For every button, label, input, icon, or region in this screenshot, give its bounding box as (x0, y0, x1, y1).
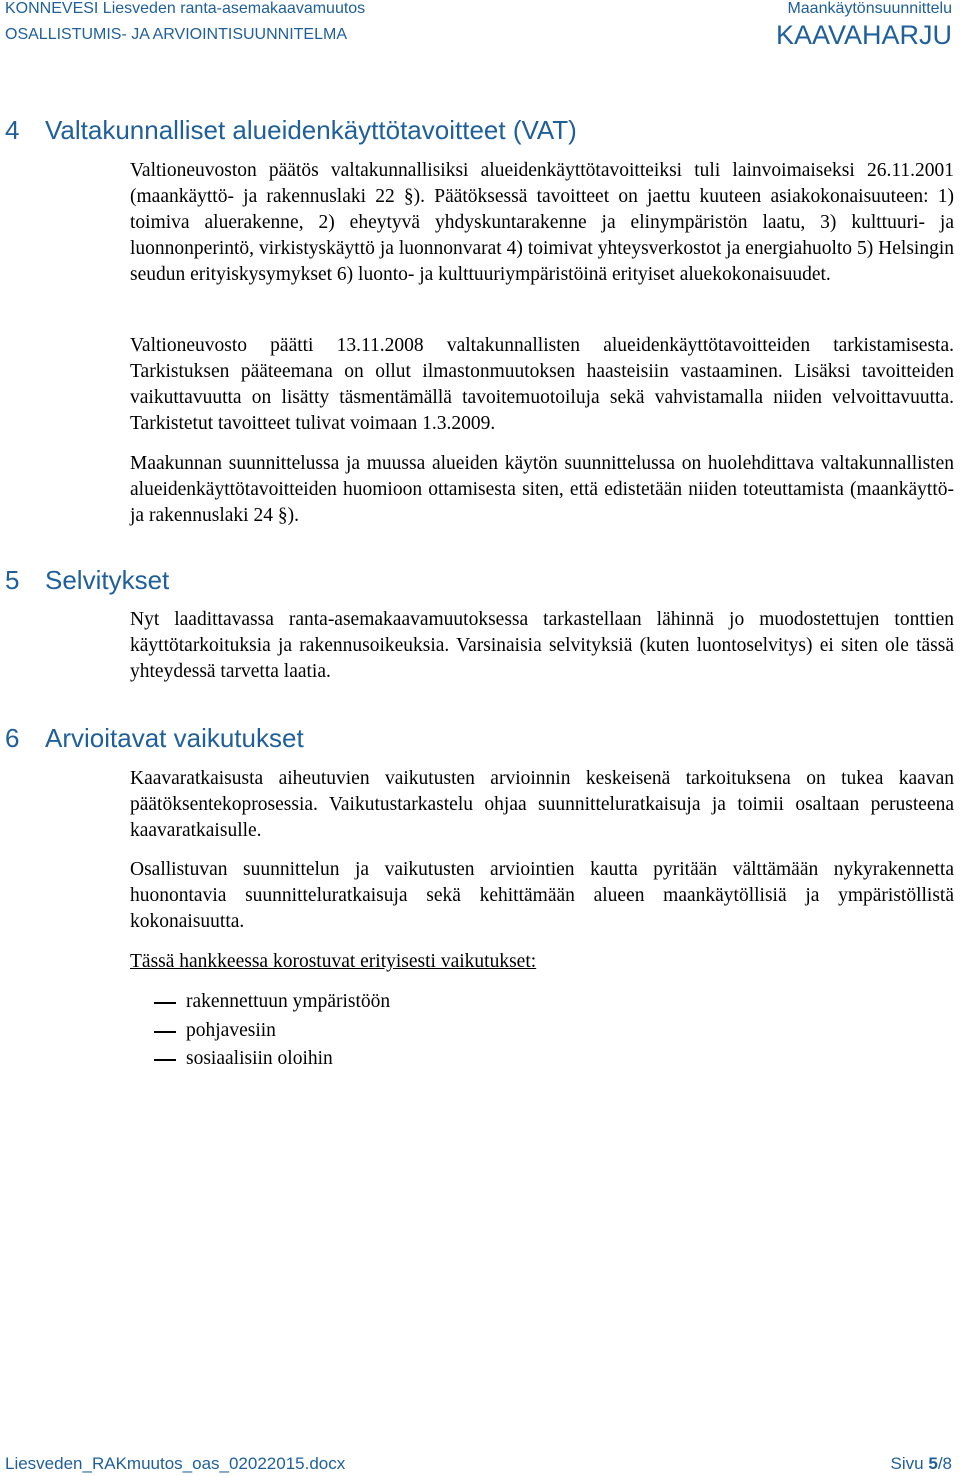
impacts-list (130, 988, 390, 1074)
section-4-paragraph-3: Maakunnan suunnittelussa ja muussa alueiden käytön suunnittelussa on huolehdittava valtakunnallisten alueidenkäyttötavoitteiden huomioon ottamisesta siten, että edistetään niiden toteuttamista (maankäyttö- ja rakennuslaki 24 §). (130, 453, 954, 526)
list-item (130, 1017, 390, 1046)
footer-page-current: 5 (928, 1454, 938, 1473)
section-4-number: 4 (5, 115, 20, 145)
header-company-department: Maankäytönsuunnittelu (787, 0, 952, 17)
dash-bullet-icon (154, 1002, 176, 1004)
dash-bullet-icon (154, 1031, 176, 1033)
section-4-paragraph-1: Valtioneuvoston päätös valtakunnallisiksi alueidenkäyttötavoitteiksi tuli lainvoimaiseksi 26.11.2001 (maankäyttö- ja rakennuslaki 22 §). Päätöksessä tavoitteet on jaettu kuuteen asiakokonaisuuteen: 1) toimiva aluerakenne, 2) eheytyvä yhdyskuntarakenne ja elinympäristön laatu, 3) kulttuuri- ja luonnonperintö, virkistyskäyttö ja luonnonvarat 4) toimivat yhteysverkostot ja energiahuolto 5) Helsingin seudun erityiskysymykset 6) luonto- ja kulttuuriympäristöinä erityiset aluekokonaisuudet. (130, 160, 954, 285)
section-4-paragraph-2: Valtioneuvosto päätti 13.11.2008 valtakunnallisten alueidenkäyttötavoitteiden tarkistamisesta. Tarkistuksen pääteemana on ollut ilmastonmuutoksen haasteisiin vastaaminen. Lisäksi tavoitteiden vaikuttavuutta on lisätty täsmentämällä tavoitemuotoiluja sekä vahvistamalla niiden velvoittavuutta. Tarkistetut tavoitteet tulivat voimaan 1.3.2009. (130, 335, 954, 434)
header-company-name: KAAVAHARJU (775, 20, 952, 50)
footer-page-number (891, 1454, 952, 1474)
dash-bullet-icon (154, 1059, 176, 1061)
list-item (130, 1045, 390, 1074)
header-document-type: OSALLISTUMIS- JA ARVIOINTISUUNNITELMA (5, 26, 347, 43)
section-4-title: Valtakunnalliset alueidenkäyttötavoitteet (VAT) (45, 115, 577, 145)
list-item-text: sosiaalisiin oloihin (186, 1048, 333, 1069)
list-item-text: rakennettuun ympäristöön (186, 991, 391, 1012)
section-6-heading (5, 723, 304, 754)
section-5-number: 5 (5, 565, 20, 595)
section-4-heading (5, 115, 577, 146)
footer-page-total: /8 (937, 1454, 952, 1473)
section-5-title: Selvitykset (45, 565, 170, 595)
section-6-paragraph-1: Kaavaratkaisusta aiheutuvien vaikutusten arvioinnin keskeisenä tarkoituksena on tukea kaavan päätöksentekoprosessia. Vaikutustarkastelu ohjaa suunnitteluratkaisuja ja toimii osaltaan perusteena kaavaratkaisulle. (130, 768, 954, 841)
footer-filename: Liesveden_RAKmuutos_oas_02022015.docx (5, 1454, 346, 1473)
section-6-number: 6 (5, 723, 20, 753)
list-item (130, 988, 390, 1017)
section-6-title: Arvioitavat vaikutukset (45, 723, 304, 753)
footer-page-prefix: Sivu (890, 1454, 929, 1473)
impacts-list-lead: Tässä hankkeessa korostuvat erityisesti vaikutukset: (130, 951, 537, 972)
section-5-heading (5, 565, 169, 596)
list-item-text: pohjavesiin (186, 1019, 276, 1041)
section-5-paragraph-1: Nyt laadittavassa ranta-asemakaavamuutoksessa tarkastellaan lähinnä jo muodostettujen tonttien käyttötarkoituksia ja rakennusoikeuksia. Varsinaisia selvityksiä (kuten luontoselvitys) ei siten ole tässä yhteydessä tarvetta laatia. (130, 609, 954, 682)
header-document-title: KONNEVESI Liesveden ranta-asemakaavamuutos (5, 0, 366, 17)
section-6-paragraph-2: Osallistuvan suunnittelun ja vaikutusten arviointien kautta pyritään välttämään nykyrakennetta huonontavia suunnitteluratkaisuja sekä kehittämään alueen maankäytöllisiä ja ympäristöllistä kokonaisuutta. (130, 859, 954, 932)
